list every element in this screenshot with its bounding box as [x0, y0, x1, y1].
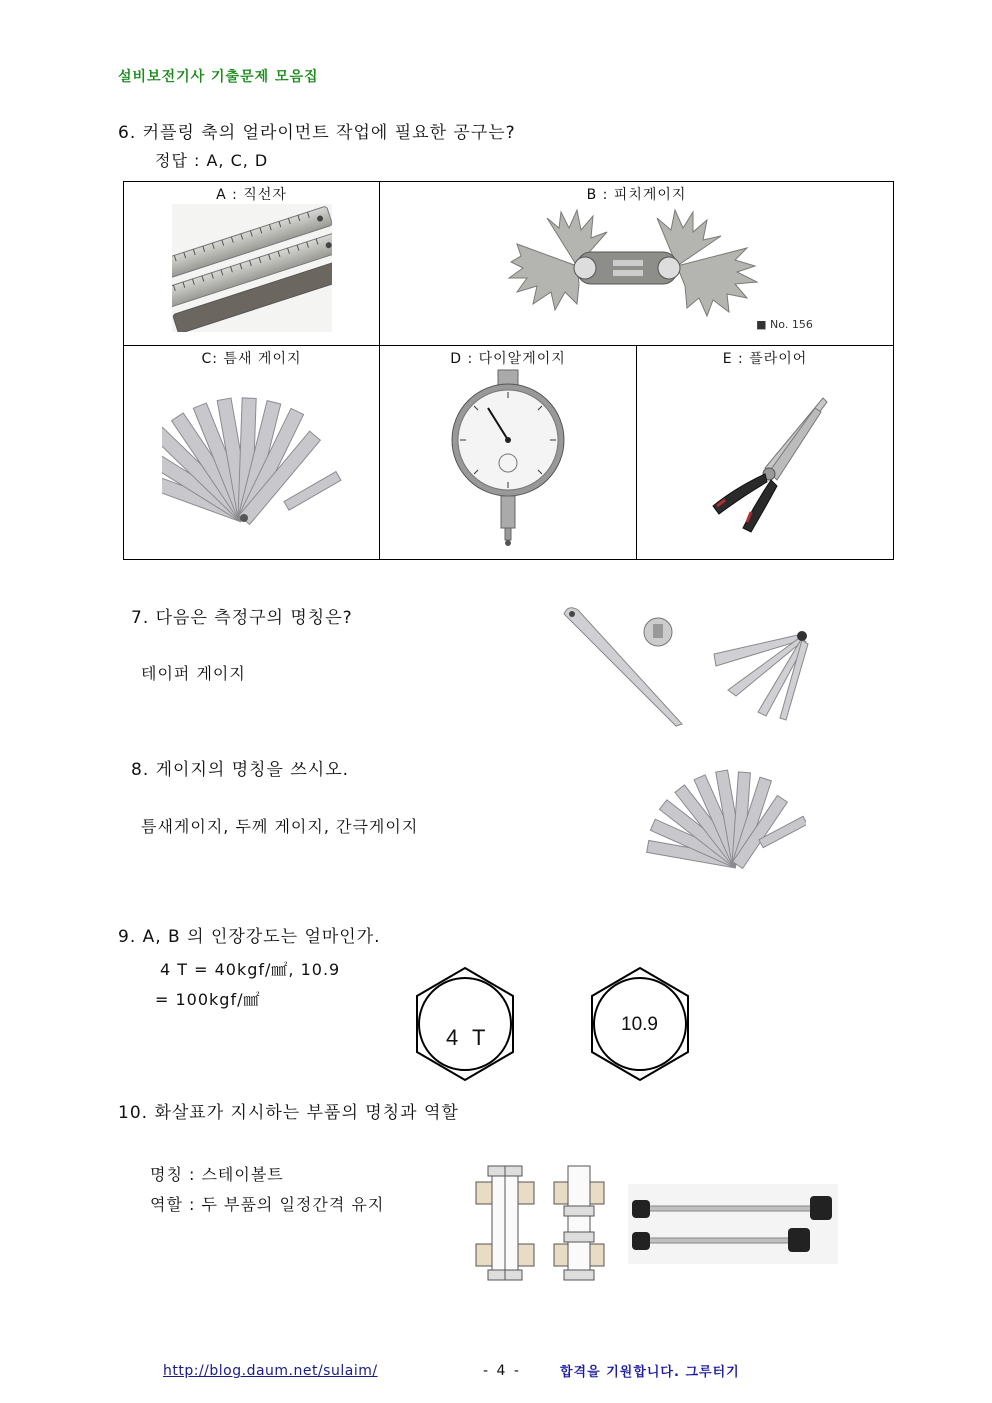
question-7: 7. 다음은 측정구의 명칭은?	[131, 608, 353, 628]
answer-10-name: 명칭 : 스테이볼트	[150, 1165, 284, 1184]
answer-9-line2: = 100kgf/㎟	[155, 990, 261, 1009]
dial-gauge-image	[448, 368, 568, 548]
stay-bolt-diagram	[470, 1160, 610, 1285]
stay-bolt-photo	[628, 1184, 838, 1264]
bolt-head-a	[414, 966, 516, 1082]
stay-bolt-right	[554, 1166, 604, 1280]
footer-message: 합격을 기원합니다. 그루터기	[560, 1365, 740, 1380]
cell-d	[380, 346, 637, 560]
page-number: - 4 -	[483, 1363, 521, 1379]
cell-e	[637, 346, 894, 560]
caption-d: D : 다이알게이지	[450, 351, 566, 367]
answer-7: 테이퍼 게이지	[141, 664, 246, 683]
question-9: 9. A, B 의 인장강도는 얼마인가.	[118, 927, 381, 947]
taper-gauge-image	[558, 600, 813, 730]
question-8: 8. 게이지의 명칭을 쓰시오.	[131, 760, 350, 780]
bolt-label-a: 4 T	[446, 1025, 490, 1050]
steel-ruler-image	[172, 204, 332, 332]
answer-6: 정답 : A, C, D	[155, 151, 269, 170]
feeler-gauge-image	[162, 390, 342, 540]
question-6: 6. 커플링 축의 얼라이먼트 작업에 필요한 공구는?	[118, 123, 516, 143]
question-10: 10. 화살표가 지시하는 부품의 명칭과 역할	[118, 1103, 459, 1123]
caption-a: A : 직선자	[216, 187, 287, 203]
caption-b: B : 피치게이지	[586, 187, 687, 203]
pitch-gauge-image	[507, 204, 767, 332]
cell-c	[124, 346, 380, 560]
thickness-gauge-image	[646, 764, 806, 876]
caption-c: C: 틈새 게이지	[201, 351, 302, 367]
answer-9-line1: 4 T = 40kgf/㎟, 10.9	[160, 960, 341, 979]
tools-table	[123, 181, 894, 560]
document-header: 설비보전기사 기출문제 모음집	[118, 69, 319, 85]
answer-8: 틈새게이지, 두께 게이지, 간극게이지	[141, 817, 419, 836]
pliers-image	[695, 388, 835, 538]
stay-bolt-left	[476, 1166, 534, 1280]
cell-a	[124, 182, 380, 346]
footer-blog-link[interactable]: http://blog.daum.net/sulaim/	[163, 1363, 378, 1379]
bolt-label-b: 10.9	[621, 1014, 658, 1035]
answer-10-role: 역할 : 두 부품의 일정간격 유지	[150, 1195, 385, 1214]
model-number-label: ■ No. 156	[756, 318, 813, 331]
caption-e: E : 플라이어	[722, 351, 808, 367]
cell-b	[380, 182, 894, 346]
